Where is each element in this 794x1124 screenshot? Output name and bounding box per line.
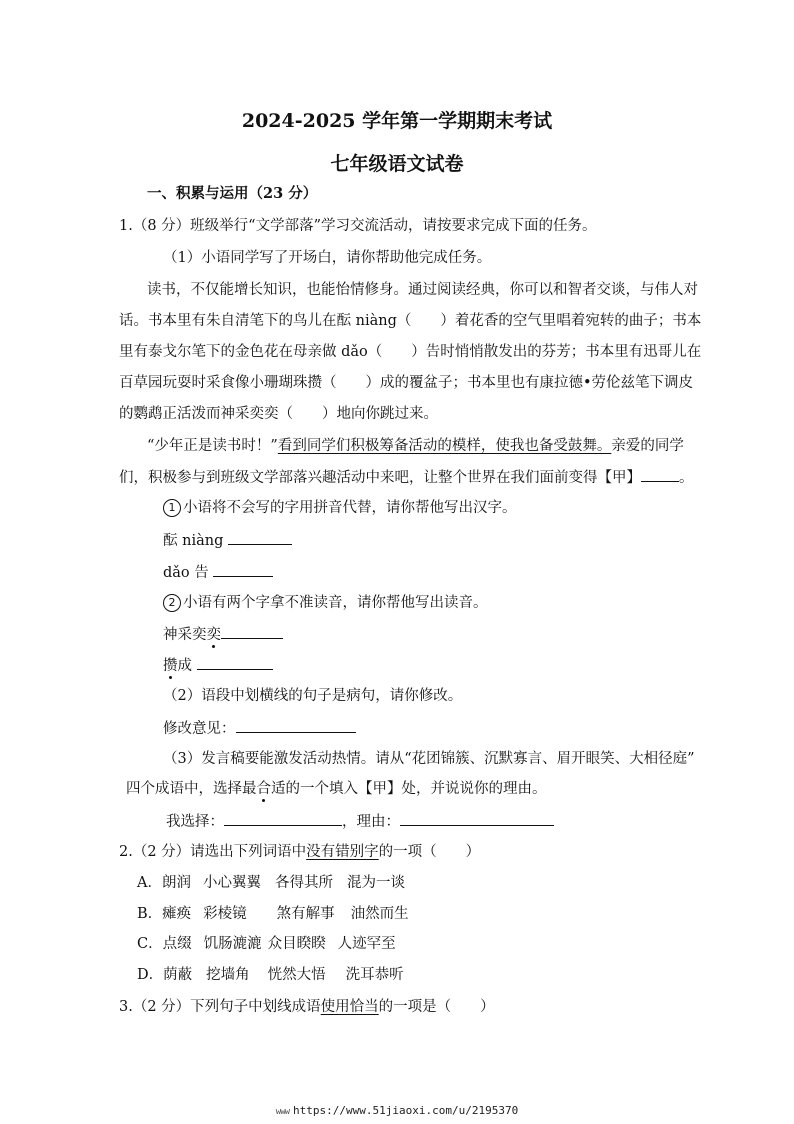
- quote-start: “少年正是读书时！”: [147, 438, 278, 454]
- footer: [0, 1104, 794, 1117]
- q1-stem: 1.（8 分）班级举行“文学部落”学习交流活动，请按要求完成下面的任务。: [119, 218, 597, 234]
- dotted-word: 最合适: [242, 781, 286, 797]
- circled-number-2: 2: [163, 594, 181, 612]
- q3-underlined: 使用恰当: [320, 999, 379, 1015]
- q2-option-b[interactable]: B．瘫痪 彩棱镜 煞有解事 油然而生: [137, 906, 409, 922]
- q3-stem: 3.（2 分）下列句子中划线成语使用恰当的一项是（ ）: [119, 999, 495, 1015]
- q1-modify: [163, 718, 356, 739]
- item4-dotted-char: 攒: [163, 658, 178, 674]
- answer-blank-yi[interactable]: [221, 624, 283, 639]
- q1-para-line4: 百草园玩耍时采食像小珊瑚珠攒（ ）成的覆盆子；书本里也有康拉德•劳伦兹笔下调皮: [119, 375, 694, 391]
- item2-label: dǎo 告: [163, 565, 209, 581]
- quote-line2-text: 们，积极参与到班级文学部落兴趣活动中来吧，让整个世界在我们面前变得【甲】: [119, 470, 641, 486]
- task3-text-b: 的一个填入【甲】处，并说说你的理由。: [285, 781, 547, 797]
- q2-underlined: 没有错别字: [306, 844, 379, 860]
- task3-text-a: 四个成语中，选择: [126, 781, 242, 797]
- exam-subtitle: 七年级语文试卷: [330, 153, 464, 175]
- q1-choose: [166, 811, 554, 832]
- q1-item4: [163, 655, 273, 676]
- item3-prefix: 神采奕: [163, 627, 207, 643]
- reason-label: ，理由：: [342, 814, 400, 830]
- q2-option-c[interactable]: C．点缀 饥肠漉漉 众目睽睽 人迹罕至: [137, 936, 396, 952]
- section-heading: 一、积累与运用（23 分）: [147, 185, 318, 202]
- answer-blank-niang[interactable]: [228, 530, 292, 545]
- sick-sentence: 看到同学们积极筹备活动的模样，使我也备受鼓舞。: [277, 438, 612, 454]
- item4-suffix: 成: [177, 658, 192, 674]
- q2-stem: 2.（2 分）请选出下列词语中没有错别字的一项（ ）: [119, 844, 481, 860]
- item1-label: 酝 niàng: [163, 533, 224, 549]
- q1-sub2: [163, 593, 488, 613]
- q1-item1: [163, 530, 292, 551]
- q1-task1: （1）小语同学写了开场白，请你帮助他完成任务。: [163, 250, 492, 266]
- q1-task3-line1: （3）发言稿要能激发活动热情。请从“花团锦簇、沉默寡言、眉开眼笑、大相径庭”: [163, 751, 695, 767]
- q2-option-a[interactable]: A．朗润 小心翼翼 各得其所 混为一谈: [137, 875, 405, 891]
- modify-label: 修改意见：: [163, 721, 236, 737]
- sub1-text: 小语将不会写的字用拼音代替，请你帮他写出汉字。: [183, 500, 517, 516]
- q1-item2: [163, 562, 273, 583]
- q2-option-d[interactable]: D．荫蔽 挖墙角 恍然大悟 洗耳恭听: [137, 967, 404, 983]
- q1-task3-line2: [126, 779, 547, 799]
- q1-para-line2: 话。书本里有朱自清笔下的鸟儿在酝 niàng（ ）着花香的空气里唱着宛转的曲子；书本: [119, 313, 702, 329]
- reason-blank[interactable]: [400, 811, 554, 826]
- item3-dotted-char: 奕: [206, 627, 221, 643]
- q1-quote-line2: 们，积极参与到班级文学部落兴趣活动中来吧，让整个世界在我们面前变得【甲】 。: [119, 467, 694, 488]
- exam-title: 2024-2025 学年第一学期期末考试: [241, 110, 553, 132]
- answer-blank-cuan[interactable]: [197, 655, 273, 670]
- choose-blank[interactable]: [224, 811, 342, 826]
- blank-jia[interactable]: [641, 467, 679, 482]
- q1-task2: （2）语段中划横线的句子是病句，请你修改。: [163, 688, 463, 704]
- q1-para-line5: 的鹦鹉正活泼而神采奕奕（ ）地向你跳过来。: [119, 406, 438, 422]
- modify-answer-blank[interactable]: [236, 718, 356, 733]
- q1-sub1: [163, 498, 517, 518]
- q1-item3: [163, 624, 283, 645]
- answer-blank-dao[interactable]: [213, 562, 273, 577]
- circled-number-1: 1: [163, 499, 181, 517]
- sub2-text: 小语有两个字拿不准读音，请你帮他写出读音。: [183, 595, 488, 611]
- quote-end: 亲爱的同学: [611, 438, 684, 454]
- q1-para-line3: 里有泰戈尔笔下的金色花在母亲做 dǎo（ ）告时悄悄散发出的芬芳；书本里有迅哥儿在: [119, 344, 702, 360]
- q1-quote-line1: [147, 436, 684, 456]
- choose-label: 我选择：: [166, 814, 224, 830]
- site-logo: www: [275, 1107, 290, 1117]
- q1-para-line1: 读书，不仅能增长知识，也能怡情修身。通过阅读经典，你可以和智者交谈，与伟人对: [147, 282, 698, 298]
- footer-url[interactable]: https://www.51jiaoxi.com/u/2195370: [293, 1104, 519, 1117]
